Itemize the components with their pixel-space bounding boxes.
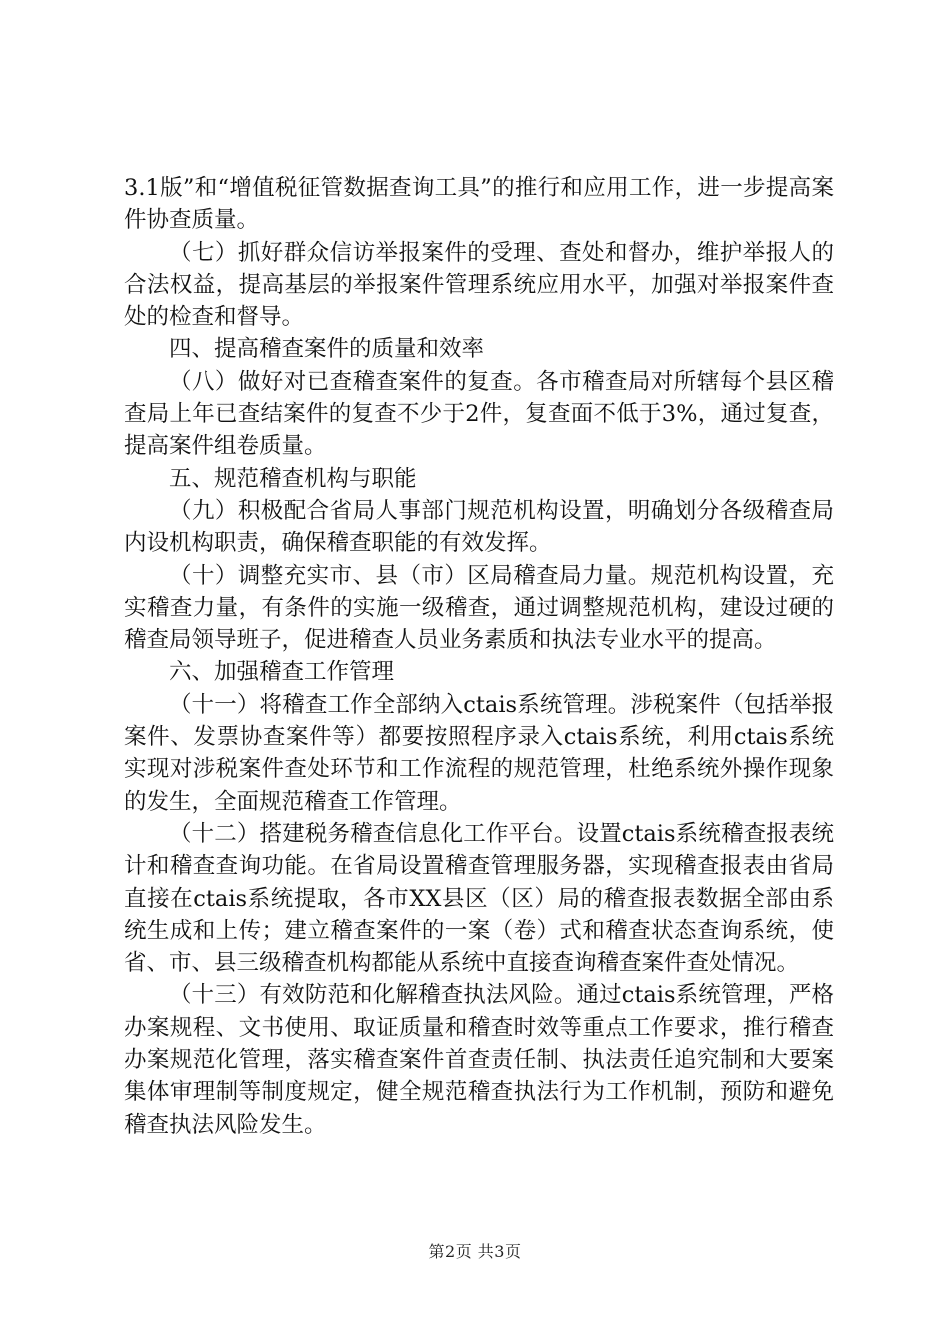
page-number-footer: 第2页 共3页: [428, 1242, 522, 1261]
paragraph-item-13: （十三）有效防范和化解稽查执法风险。通过ctais系统管理，严格办案规程、文书使用、取证质量和稽查时效等重点工作要求，推行稽查办案规范化管理，落实稽查案件首查责任制、执法责任追究制和大要案集体审理制等制度规定，健全规范稽查执法行为工作机制，预防和避免稽查执法风险发生。: [124, 982, 834, 1138]
paragraph-item-12: （十二）搭建税务稽查信息化工作平台。设置ctais系统稽查报表统计和稽查查询功能。在省局设置稽查管理服务器，实现稽查报表由省局直接在ctais系统提取，各市XX县区（区）局的稽查报表数据全部由系统生成和上传；建立稽查案件的一案（卷）式和稽查状态查询系统，使省、市、县三级稽查机构都能从系统中直接查询稽查案件查处情况。: [124, 820, 834, 977]
section-heading-6: 六、加强稽查工作管理: [169, 659, 395, 686]
document-body: [124, 172, 834, 1141]
paragraph-item-9: （九）积极配合省局人事部门规范机构设置，明确划分各级稽查局内设机构职责，确保稽查职能的有效发挥。: [124, 497, 834, 557]
paragraph-item-8: （八）做好对已查稽查案件的复查。各市稽查局对所辖每个县区稽查局上年已查结案件的复查不少于2件，复查面不低于3%，通过复查，提高案件组卷质量。: [124, 368, 834, 460]
paragraph-item-7: （七）抓好群众信访举报案件的受理、查处和督办，维护举报人的合法权益，提高基层的举报案件管理系统应用水平，加强对举报案件查处的检查和督导。: [124, 239, 834, 331]
paragraph-continuation: 3.1版”和“增值税征管数据查询工具”的推行和应用工作，进一步提高案件协查质量。: [124, 175, 834, 234]
paragraph-item-10: （十）调整充实市、县（市）区局稽查局力量。规范机构设置，充实稽查力量，有条件的实施一级稽查，通过调整规范机构，建设过硬的稽查局领导班子，促进稽查人员业务素质和执法专业水平的提高。: [124, 562, 834, 654]
section-heading-5: 五、规范稽查机构与职能: [169, 465, 417, 492]
section-heading-4: 四、提高稽查案件的质量和效率: [169, 336, 485, 363]
paragraph-item-11: （十一）将稽查工作全部纳入ctais系统管理。涉税案件（包括举报案件、发票协查案件等）都要按照程序录入ctais系统，利用ctais系统实现对涉税案件查处环节和工作流程的规范管理，杜绝系统外操作现象的发生，全面规范稽查工作管理。: [124, 691, 834, 815]
